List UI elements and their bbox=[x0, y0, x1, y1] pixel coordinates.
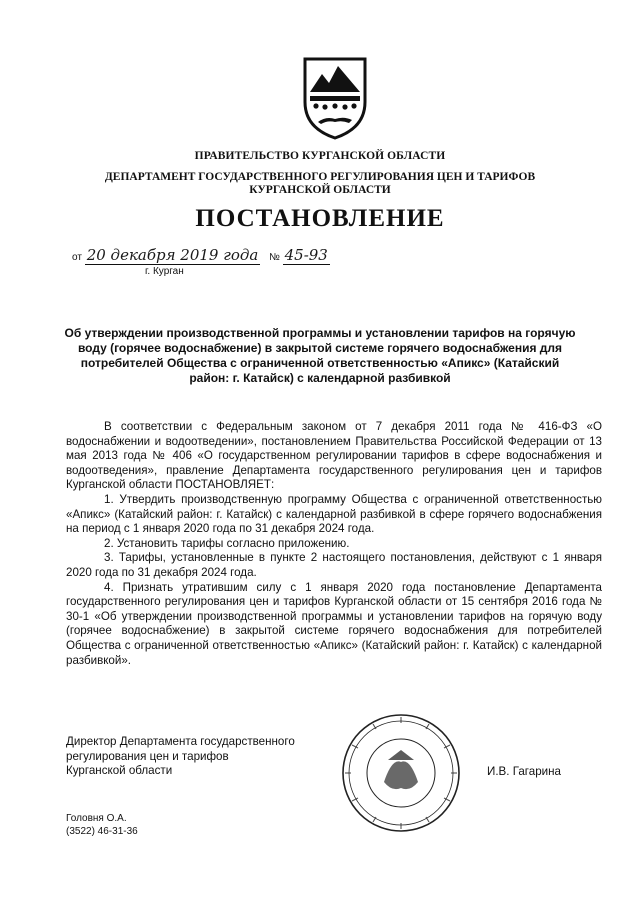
city: г. Курган bbox=[145, 266, 184, 277]
document-body bbox=[66, 420, 602, 668]
official-stamp-icon bbox=[340, 712, 462, 834]
item-4: 4. Признать утратившим силу с 1 января 2020 года постановление Департамента государственного регулирования цен и тарифов Курганской области от 15 сентября 2016 года № 30-1 «Об утверждении производственной программы и установлении тарифов на горячую воду (горячее водоснабжение) в закрытой системе горячего водоснабжения для потребителей Общества с ограниченной ответственностью «Апикс» (Катайский район: г. Катайск) с календарной разбивкой». bbox=[66, 580, 602, 667]
department-line-2: КУРГАНСКОЙ ОБЛАСТИ bbox=[249, 184, 391, 196]
department-title bbox=[40, 171, 600, 197]
coat-of-arms-icon bbox=[302, 56, 368, 140]
document-type: ПОСТАНОВЛЕНИЕ bbox=[195, 205, 445, 232]
date-prefix: от bbox=[72, 252, 82, 263]
signatory-position bbox=[66, 735, 295, 779]
intro-paragraph: В соответствии с Федеральным законом от 7 декабря 2011 года № 416-ФЗ «О водоснабжении и водоотведении», постановлением Правительства Российской Федерации от 13 мая 2013 года № 406 «О государственном регулировании тарифов в сфере водоснабжения и водоотведения», правление Департамента государственного регулирования цен и тарифов Курганской области ПОСТАНОВЛЯЕТ: bbox=[66, 420, 602, 492]
government-title: ПРАВИТЕЛЬСТВО КУРГАНСКОЙ ОБЛАСТИ bbox=[194, 150, 446, 162]
signatory-name: И.В. Гагарина bbox=[487, 765, 562, 778]
item-1: 1. Утвердить производственную программу Общества с ограниченной ответственностью «Апикс» (Катайский район: г. Катайск) с календарной разбивкой в сфере горячего водоснабжения на период с 1 января 2020 года по 31 декабря 2024 года. bbox=[66, 492, 602, 536]
document-number: 45-93 bbox=[284, 246, 328, 264]
document-date: 20 декабря 2019 года bbox=[86, 246, 259, 264]
date-number-row bbox=[72, 246, 330, 264]
position-line-1: Директор Департамента государственного bbox=[66, 735, 295, 748]
document-subject: Об утверждении производственной программы и установлении тарифов на горячую воду (горячее водоснабжение) в закрытой системе горячего водоснабжения для потребителей Общества с ограниченной ответственностью «Апикс» (Катайский район: г. Катайск) с календарной разбивкой bbox=[64, 326, 576, 385]
item-3: 3. Тарифы, установленные в пункте 2 настоящего постановления, действуют с 1 января 2020 года по 31 декабря 2024 года. bbox=[66, 551, 602, 579]
number-prefix: № bbox=[269, 252, 280, 263]
position-line-3: Курганской области bbox=[66, 764, 173, 778]
executor-phone: (3522) 46-31-36 bbox=[66, 826, 138, 837]
department-line-1: ДЕПАРТАМЕНТ ГОСУДАРСТВЕННОГО РЕГУЛИРОВАНИЯ ЦЕН И ТАРИФОВ bbox=[104, 171, 536, 183]
executor-name: Головня О.А. bbox=[66, 813, 127, 824]
item-2: 2. Установить тарифы согласно приложению. bbox=[104, 536, 350, 550]
executor-contact bbox=[66, 812, 138, 838]
position-line-2: регулирования цен и тарифов bbox=[66, 749, 229, 763]
